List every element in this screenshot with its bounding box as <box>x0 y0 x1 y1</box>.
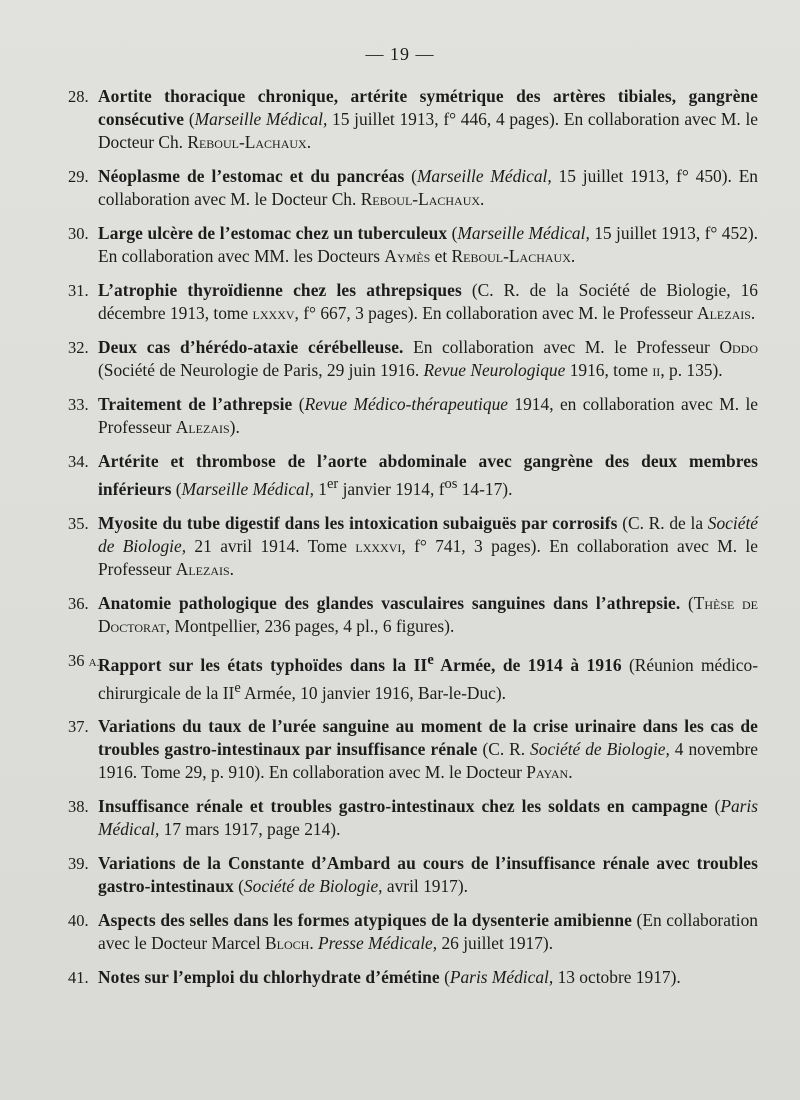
entry-source: Revue Médico-thérapeutique <box>304 394 508 414</box>
entry-author: Reboul-Lachaux <box>360 189 481 209</box>
entry-number: 30. <box>68 224 89 243</box>
entry-title: Variations de la Constante d’Ambard au cours de l’insuffisance rénale avec troubles gastro-intestinaux <box>98 853 758 897</box>
list-item: 37. Variations du taux de l’urée sanguine au moment de la crise urinaire dans les cas de troubles gastro-intestinaux par insuffisance rénale (C. R. Société de Biologie, 4 novembre 1916. Tome 29, p. 910). En collaboration avec M. le Docteur Payan. <box>68 716 758 783</box>
list-item: 40. Aspects des selles dans les formes atypiques de la dysenterie amibienne (En collaboration avec le Docteur Marcel Bloch. Presse Médicale, 26 juillet 1917). <box>68 910 758 954</box>
entry-title: Notes sur l’emploi du chlorhydrate d’émétine <box>98 967 440 988</box>
list-item: 36. Anatomie pathologique des glandes vasculaires sanguines dans l’athrepsie. (Thèse de Doctorat, Montpellier, 236 pages, 4 pl., 6 figures). <box>68 592 758 636</box>
list-item: 32. Deux cas d’hérédo-ataxie cérébelleuse. En collaboration avec M. le Professeur Oddo (Société de Neurologie de Paris, 29 juin 1916. Revue Neurologique 1916, tome ii, p. 135). <box>68 337 758 380</box>
entry-author: Alezais <box>697 303 751 323</box>
page-number: — 19 — <box>365 44 435 64</box>
entry-number: 39. <box>68 854 89 874</box>
list-item: 28. Aortite thoracique chronique, artérite symétrique des artères tibiales, gangrène consécutive (Marseille Médical, 15 juillet 1913, f° 446, 4 pages). En collaboration avec M. le Docteur Ch. Reboul-Lachaux. <box>68 86 758 152</box>
entry-number: 41. <box>68 968 89 988</box>
entry-title: Néoplasme de l’estomac et du pancréas <box>98 166 405 186</box>
entry-title: L’atrophie thyroïdienne chez les athrepsiques <box>98 280 462 300</box>
entry-number: 36 A. <box>68 650 100 670</box>
entry-tome: ii <box>652 360 661 380</box>
list-item: 34. Artérite et thrombose de l’aorte abdominale avec gangrène des deux membres inférieurs (Marseille Médical, 1er janvier 1914, $f^{os}$ 14-17). <box>68 451 758 499</box>
list-item: 39. Variations de la Constante d’Ambard au cours de l’insuffisance rénale avec troubles gastro-intestinaux (Société de Biologie, avril 1917). <box>68 853 758 897</box>
entry-title: Aspects des selles dans les formes atypiques de la dysenterie amibienne <box>98 910 632 931</box>
entry-source: Revue Neurologique <box>423 360 566 380</box>
entry-tome: lxxxvi <box>355 535 402 556</box>
list-item: 38. Insuffisance rénale et troubles gastro-intestinaux chez les soldats en campagne (Paris Médical, 17 mars 1917, page 214). <box>68 796 759 840</box>
entry-number: 36. <box>68 593 89 613</box>
entry-number: 37. <box>68 717 89 737</box>
entry-number: 28. <box>68 87 89 106</box>
list-item: 29. Néoplasme de l’estomac et du pancréas (Marseille Médical, 15 juillet 1913, f° 450). En collaboration avec M. le Docteur Ch. Reboul-Lachaux. <box>68 166 759 209</box>
entry-title: Artérite et thrombose de l’aorte abdominale avec gangrène des deux membres inférieurs <box>98 451 758 499</box>
entry-source: Société de Biologie, <box>243 876 383 897</box>
entry-number: 38. <box>68 797 89 817</box>
entry-author: Aymès <box>384 246 431 266</box>
entry-number: 34. <box>68 452 89 471</box>
entry-number: 31. <box>68 281 89 300</box>
entry-title: Insuffisance rénale et troubles gastro-intestinaux chez les soldats en campagne <box>98 796 708 817</box>
list-item: 36 A. Rapport sur les états typhoïdes dans la IIe Armée, de 1914 à 1916 (Réunion médico-chirurgicale de la IIe Armée, 10 janvier 1916, Bar-le-Duc). <box>68 650 758 703</box>
entry-author: Payan <box>526 762 569 783</box>
entry-number: 29. <box>68 167 89 186</box>
entry-source: Société de Biologie, <box>98 512 758 556</box>
entry-author: Oddo <box>719 337 758 357</box>
entry-title: Variations du taux de l’urée sanguine au moment de la crise urinaire dans les cas de troubles gastro-intestinaux par insuffisance rénale <box>98 716 758 760</box>
entry-number: 33. <box>68 395 89 414</box>
entry-source: Marseille Médical, <box>181 478 314 499</box>
entry-author: Reboul-Lachaux <box>451 246 571 266</box>
list-item: 30. Large ulcère de l’estomac chez un tuberculeux (Marseille Médical, 15 juillet 1913, f° 452). En collaboration avec MM. les Docteurs Aymès et Reboul-Lachaux. <box>68 223 758 266</box>
entry-number: 35. <box>68 513 89 533</box>
entry-title: Anatomie pathologique des glandes vasculaires sanguines dans l’athrepsie. <box>98 592 681 613</box>
entry-number: 40. <box>68 911 89 931</box>
list-item: 33. Traitement de l’athrepsie (Revue Médico-thérapeutique 1914, en collaboration avec M. le Professeur Alezais). <box>68 394 759 437</box>
entry-title: Large ulcère de l’estomac chez un tuberculeux <box>98 223 448 243</box>
list-item: 35. Myosite du tube digestif dans les intoxication subaiguës par corrosifs (C. R. de la Société de Biologie, 21 avril 1914. Tome lxxxvi, f° 741, 3 pages). En collaboration avec M. le Professeur Alezais. <box>68 512 758 579</box>
entry-author: Bloch <box>265 933 310 954</box>
entry-source: Presse Médicale, <box>318 933 438 954</box>
entry-source: Paris Médical, <box>449 967 554 988</box>
entry-author: Alezais <box>175 417 230 437</box>
entry-number: 32. <box>68 338 89 357</box>
entry-title: Traitement de l’athrepsie <box>98 394 293 414</box>
entry-source: Société de Biologie, <box>530 739 670 760</box>
entry-these: Thèse de Doctorat <box>98 592 758 636</box>
entry-source: Paris Médical, <box>98 796 759 840</box>
entry-source: Marseille Médical, <box>194 109 328 129</box>
list-item: 41. Notes sur l’emploi du chlorhydrate d’émétine (Paris Médical, 13 octobre 1917). <box>68 967 681 988</box>
bibliography-list <box>68 85 758 1000</box>
entry-tome: lxxxv <box>252 303 295 323</box>
entry-author: Alezais <box>175 558 230 579</box>
entry-source: Marseille Médical, <box>416 166 552 186</box>
list-item: 31. L’atrophie thyroïdienne chez les athrepsiques (C. R. de la Société de Biologie, 16 décembre 1913, tome lxxxv, f° 667, 3 pages). En collaboration avec M. le Professeur Alezais. <box>68 280 758 323</box>
entry-title: Myosite du tube digestif dans les intoxication subaiguës par corrosifs <box>98 512 618 533</box>
entry-source: Marseille Médical, <box>457 223 590 243</box>
entry-author: Reboul-Lachaux <box>187 132 307 152</box>
entry-title: Deux cas d’hérédo-ataxie cérébelleuse. <box>98 337 404 357</box>
entry-title: Aortite thoracique chronique, artérite symétrique des artères tibiales, gangrène consécutive <box>98 86 758 129</box>
entry-title: Rapport sur les états typhoïdes dans la IIe Armée, de 1914 à 1916 <box>98 651 622 675</box>
